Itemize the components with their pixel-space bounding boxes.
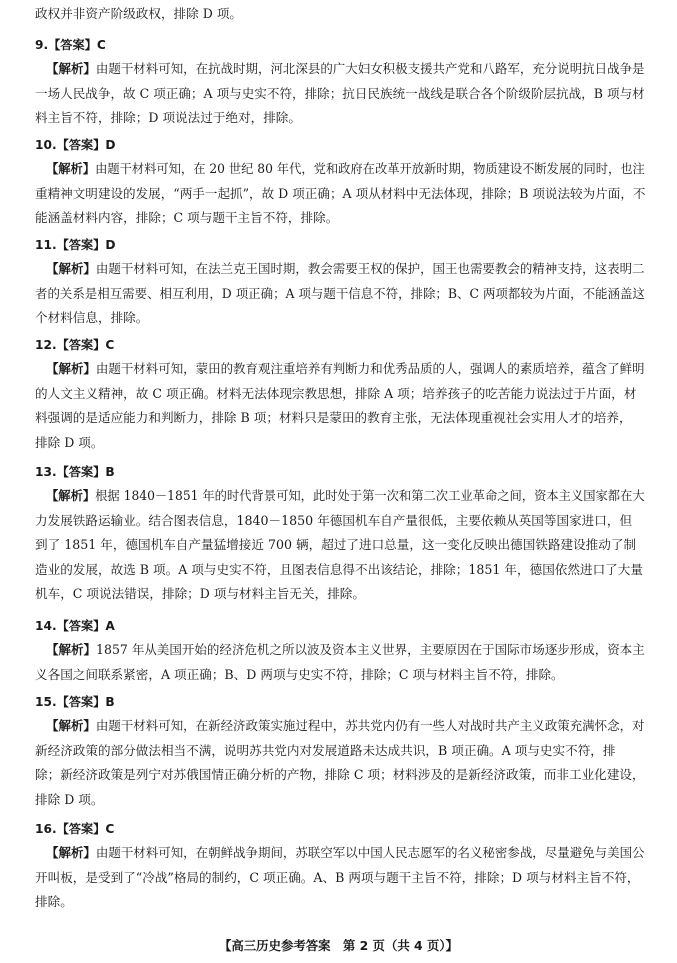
analysis-line <box>46 488 645 504</box>
answer-value: D <box>105 238 116 252</box>
analysis-text: 由题干材料可知，在 20 世纪 80 年代，党和政府在改革开放新时期，物质建设不断发展的同时，也注 <box>95 161 645 176</box>
analysis-line <box>35 210 338 226</box>
analysis-tag: 【解析】 <box>46 161 96 176</box>
analysis-text: 除；新经济政策是列宁对苏俄国情正确分析的产物，排除 C 项；材料涉及的是新经济政策，而非工业化建设， <box>35 767 645 782</box>
analysis-line <box>35 767 645 783</box>
analysis-line <box>46 61 645 77</box>
analysis-line <box>35 513 632 529</box>
analysis-line <box>35 792 103 808</box>
answer-value: C <box>105 822 115 836</box>
analysis-tag: 【解析】 <box>46 718 96 733</box>
analysis-tag: 【解析】 <box>46 845 96 860</box>
analysis-text: 排除 D 项。 <box>35 435 104 450</box>
analysis-text: 到了 1851 年，德国机车自产量猛增接近 700 辆，超过了进口总量，这一变化反映出德国铁路建设推动了制 <box>35 537 637 552</box>
analysis-text: 义各国之间联系紧密，A 项正确；B、D 两项与史实不符，排除；C 项与材料主旨不符，排除。 <box>35 667 564 682</box>
analysis-line <box>46 642 645 658</box>
answer-line <box>35 464 115 480</box>
analysis-text: 力发展铁路运输业。结合图表信息，1840－1850 年德国机车自产量很低，主要依赖从英国等国家进口，但 <box>35 513 633 528</box>
answer-tag: 【答案】 <box>56 822 106 836</box>
analysis-line <box>35 537 636 553</box>
analysis-line <box>35 110 301 126</box>
analysis-line <box>46 718 645 734</box>
intro-line: 政权并非资产阶级政权，排除 D 项。 <box>35 6 243 21</box>
analysis-tag: 【解析】 <box>46 642 97 657</box>
analysis-tag: 【解析】 <box>46 61 96 76</box>
analysis-text: 由题干材料可知，在法兰克王国时期，教会需要王权的保护，国王也需要教会的精神支持，这表明二 <box>95 261 645 276</box>
analysis-line <box>35 410 632 426</box>
analysis-text: 由题干材料可知，在新经济政策实施过程中，苏共党内仍有一些人对战时共产主义政策充满怀念，对 <box>95 718 645 733</box>
analysis-tag: 【解析】 <box>46 361 96 376</box>
answer-tag: 【答案】 <box>56 695 106 709</box>
answer-tag: 【答案】 <box>56 138 106 152</box>
analysis-text: 机车，C 项说法错误，排除；D 项与材料主旨无关，排除。 <box>35 586 365 601</box>
analysis-text: 1857 年从美国开始的经济危机之所以波及资本主义世界，主要原因在于国际市场逐步形成，资本主 <box>96 642 645 657</box>
analysis-text: 排除。 <box>35 894 73 909</box>
analysis-tag: 【解析】 <box>46 261 96 276</box>
analysis-line <box>35 386 636 402</box>
analysis-text: 由题干材料可知，在抗战时期，河北深县的广大妇女积极支援共产党和八路军，充分说明抗日战争是 <box>95 61 645 76</box>
question-number: 12. <box>35 338 57 352</box>
answer-tag: 【答案】 <box>56 465 106 479</box>
analysis-line <box>35 743 615 759</box>
analysis-line <box>46 161 645 177</box>
analysis-text: 由题干材料可知，蒙田的教育观注重培养有判断力和优秀品质的人，强调人的素质培养，蕴含了鲜明 <box>95 361 645 376</box>
analysis-line <box>35 586 365 602</box>
question-number: 13. <box>35 465 57 479</box>
answer-tag: 【答案】 <box>56 238 106 252</box>
analysis-line <box>35 667 564 683</box>
answer-line <box>35 337 114 353</box>
answer-line <box>35 618 115 634</box>
question-number: 14. <box>35 619 57 633</box>
answer-tag: 【答案】 <box>48 38 97 52</box>
answer-line <box>35 37 106 53</box>
answer-value: B <box>105 465 115 479</box>
analysis-text: 个材料信息，排除。 <box>35 310 149 325</box>
answer-value: C <box>105 338 115 352</box>
analysis-line <box>35 435 103 451</box>
answer-value: D <box>105 138 116 152</box>
answer-line <box>35 237 115 253</box>
analysis-text: 开叫板，是受到了“冷战”格局的制约，C 项正确。A、B 两项与题干主旨不符，排除；D 项与材料主旨不符， <box>35 870 640 885</box>
answer-line <box>35 821 114 837</box>
question-number: 9. <box>35 38 49 52</box>
question-number: 11. <box>35 238 57 252</box>
answer-tag: 【答案】 <box>56 338 106 352</box>
answer-value: C <box>96 38 106 52</box>
page-footer: 【高三历史参考答案 第 2 页（共 4 页）】 <box>219 938 458 953</box>
analysis-line <box>46 845 645 861</box>
answer-value: A <box>105 619 115 633</box>
question-number: 10. <box>35 138 57 152</box>
analysis-text: 料强调的是适应能力和判断力，排除 B 项；材料只是蒙田的教育主张，无法体现重视社会实用人才的培养， <box>35 410 632 425</box>
analysis-line <box>35 894 73 910</box>
analysis-line <box>35 186 645 202</box>
answer-line <box>35 137 115 153</box>
analysis-text: 根据 1840－1851 年的时代背景可知，此时处于第一次和第二次工业革命之间，资本主义国家都在大 <box>95 488 645 503</box>
analysis-text: 料主旨不符，排除；D 项说法过于绝对，排除。 <box>35 110 301 125</box>
analysis-line <box>46 361 645 377</box>
question-number: 15. <box>35 695 57 709</box>
question-number: 16. <box>35 822 57 836</box>
analysis-text: 一场人民战争，故 C 项正确；A 项与史实不符，排除；抗日民族统一战线是联合各个阶级阶层抗战，B 项与材 <box>35 86 645 101</box>
analysis-text: 能涵盖材料内容，排除；C 项与题干主旨不符，排除。 <box>35 210 339 225</box>
analysis-line <box>35 310 148 326</box>
analysis-text: 重精神文明建设的发展，“两手一起抓”，故 D 项正确；A 项从材料中无法体现，排除；B 项说法较为片面，不 <box>35 186 646 201</box>
analysis-line <box>35 286 645 302</box>
analysis-line <box>35 562 643 578</box>
analysis-tag: 【解析】 <box>46 488 96 503</box>
analysis-text: 的人文主义精神，故 C 项正确。材料无法体现宗教思想，排除 A 项；培养孩子的吃苦能力说法过于片面，材 <box>35 386 637 401</box>
analysis-line <box>46 261 645 277</box>
analysis-line <box>35 870 640 886</box>
analysis-text: 排除 D 项。 <box>35 792 104 807</box>
analysis-text: 者的关系是相互需要、相互利用，D 项正确；A 项与题干信息不符，排除；B、C 两项都较为片面，不能涵盖这 <box>35 286 645 301</box>
answer-tag: 【答案】 <box>56 619 106 633</box>
answer-line <box>35 694 115 710</box>
analysis-text: 新经济政策的部分做法相当不满，说明苏共党内对发展道路未达成共识，B 项正确。A 项与史实不符，排 <box>35 743 616 758</box>
analysis-text: 由题干材料可知，在朝鲜战争期间，苏联空军以中国人民志愿军的名义秘密参战，尽量避免与美国公 <box>95 845 645 860</box>
answer-value: B <box>105 695 115 709</box>
analysis-line <box>35 86 645 102</box>
analysis-text: 造业的发展，故选 B 项。A 项与史实不符，且图表信息得不出该结论，排除；1851 年，德国依然进口了大量 <box>35 562 643 577</box>
